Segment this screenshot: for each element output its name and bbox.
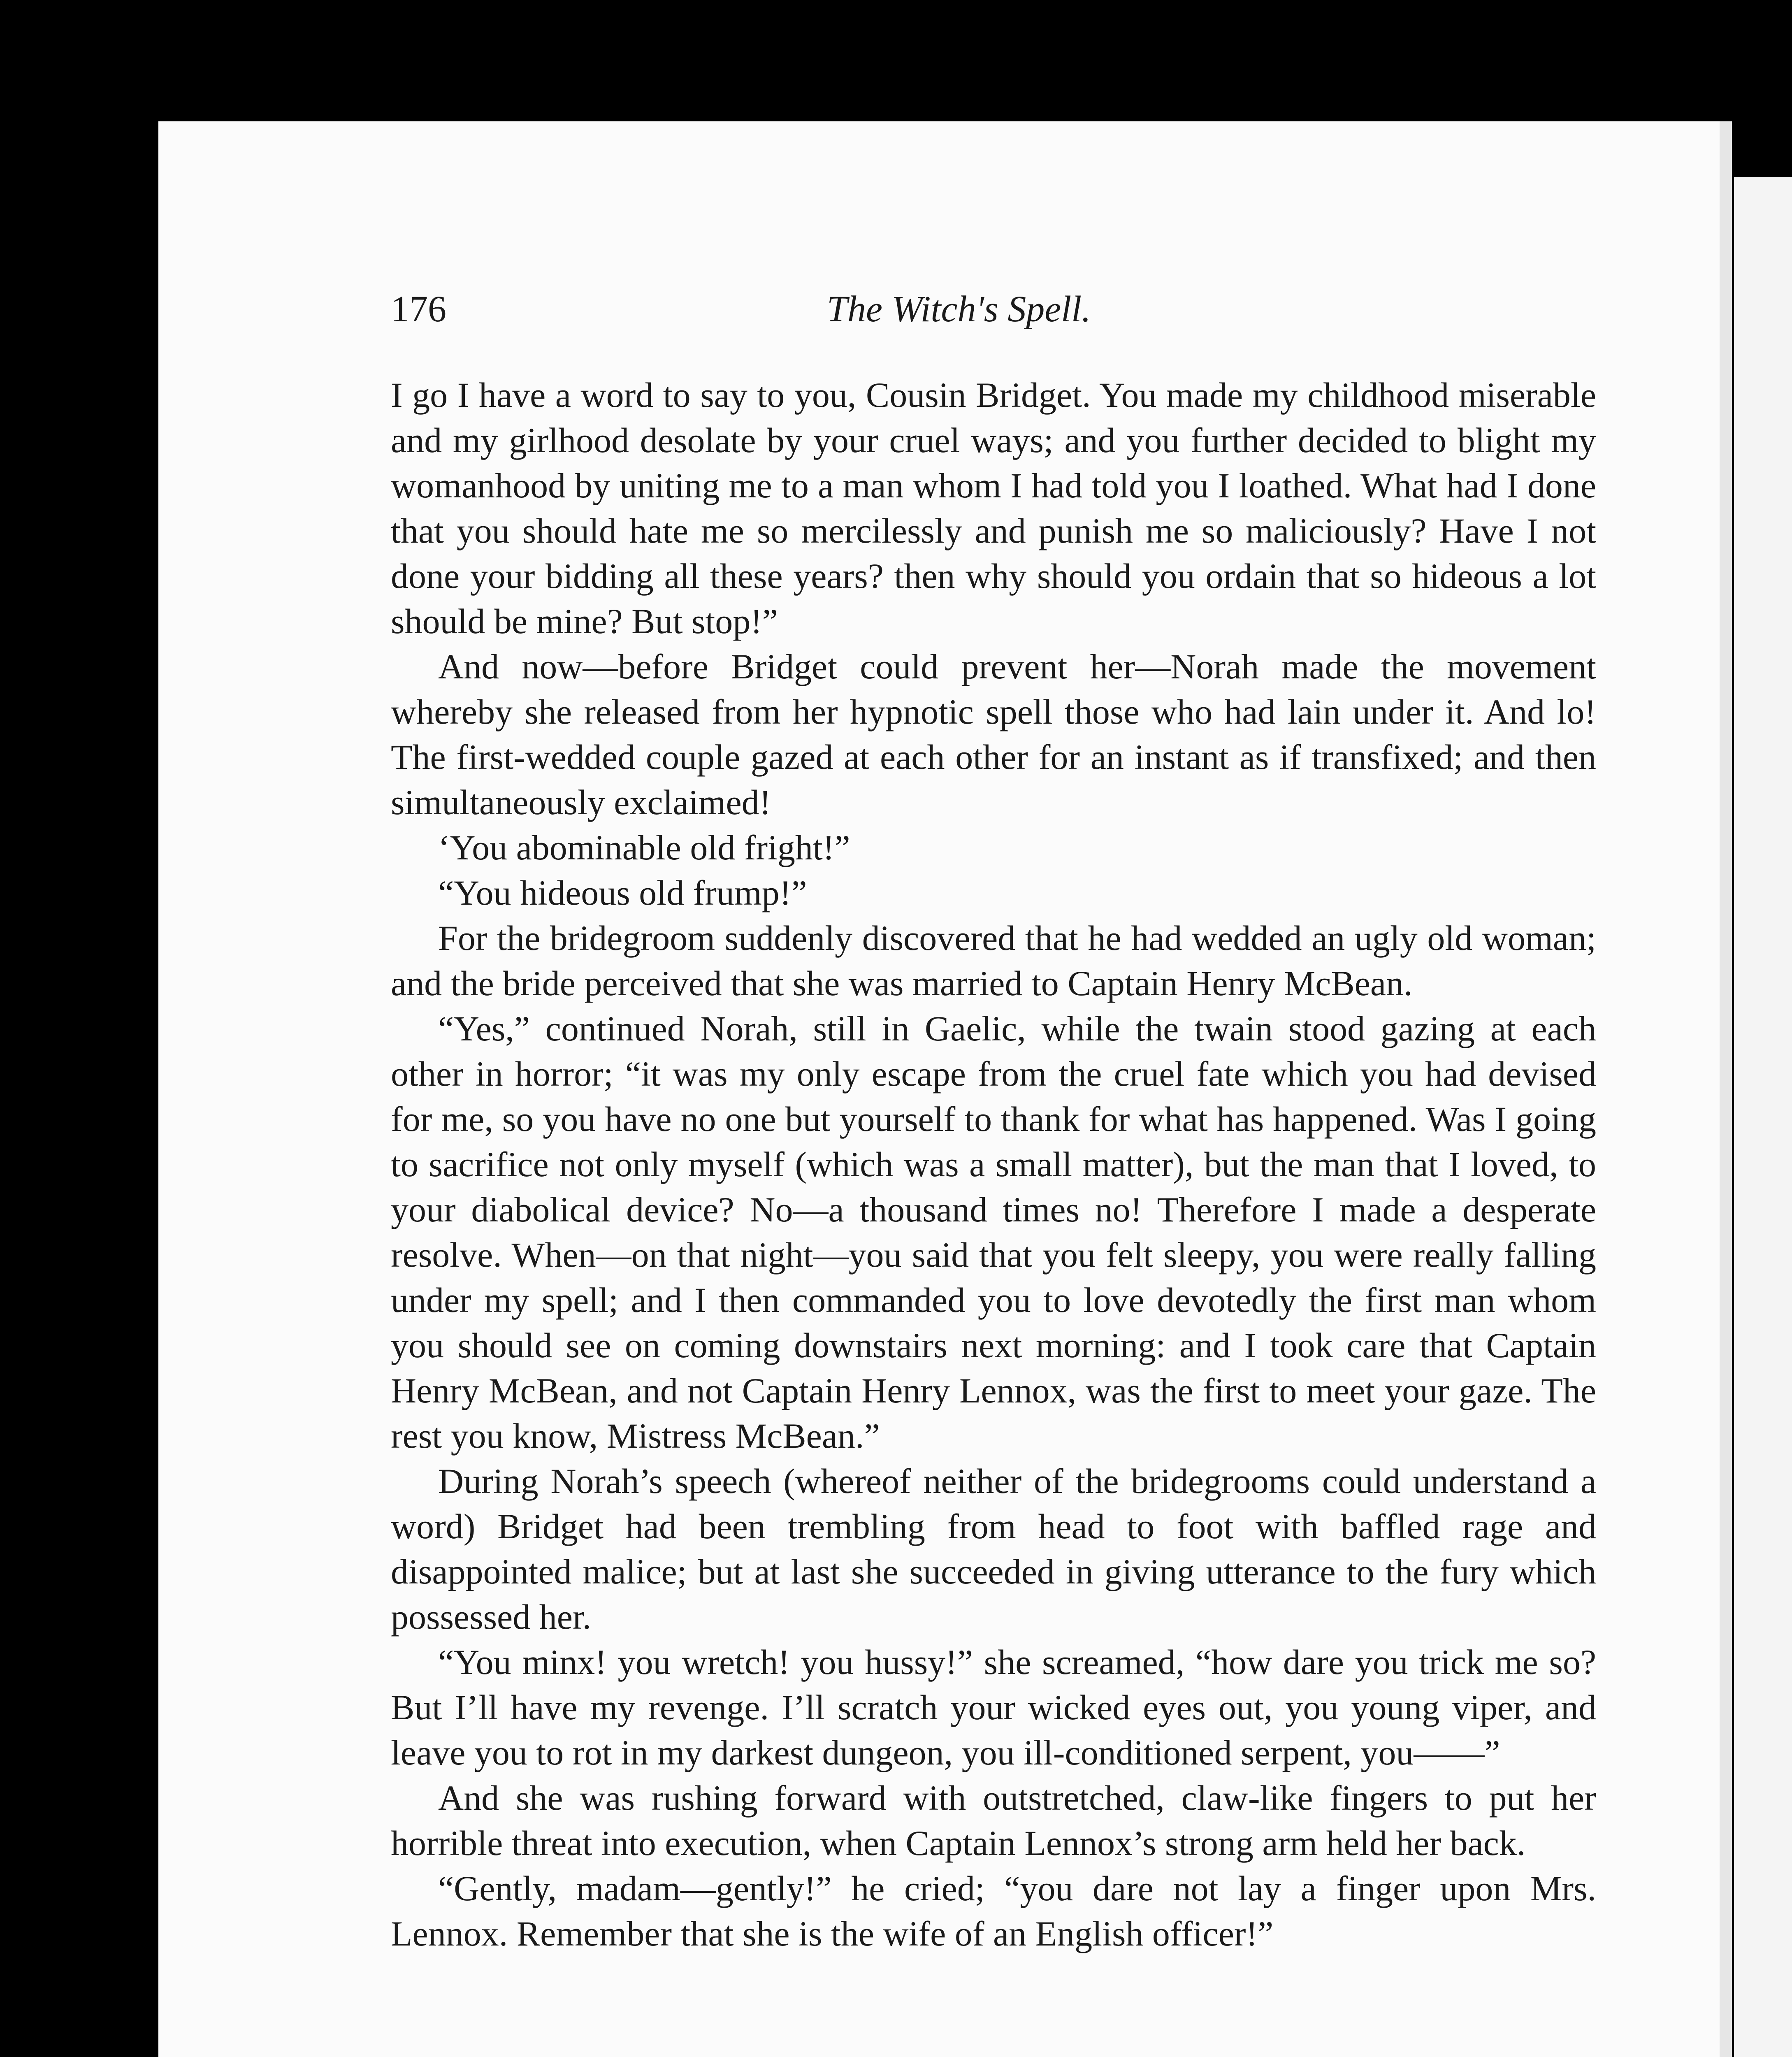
- page-header: [391, 288, 1584, 337]
- paragraph: During Norah’s speech (whereof neither of the bridegrooms could understand a word) Bridget had been trembling from head to foot with baffled rage and disappointed malice; but at last she succeeded in giving utterance to the fury which possessed her.: [391, 1461, 1596, 1637]
- paragraph: “Gently, madam—gently!” he cried; “you dare not lay a finger upon Mrs. Lennox. Remember that she is the wife of an English officer!”: [391, 1869, 1596, 1953]
- adjacent-page-strip: [1734, 177, 1792, 2057]
- paragraph: And now—before Bridget could prevent her—Norah made the movement whereby she released from her hypnotic spell those who had lain under it. And lo! The first-wedded couple gazed at each other for an instant as if transfixed; and then simultaneously exclaimed!: [391, 647, 1596, 822]
- body-text: [391, 372, 1596, 1956]
- paragraph: And she was rushing forward with outstretched, claw-like fingers to put her horrible threat into execution, when Captain Lennox’s strong arm held her back.: [391, 1778, 1596, 1863]
- page-number: 176: [391, 289, 446, 330]
- paragraph: For the bridegroom suddenly discovered that he had wedded an ugly old woman; and the bride perceived that she was married to Captain Henry McBean.: [391, 918, 1596, 1003]
- paragraph: I go I have a word to say to you, Cousin Bridget. You made my childhood miserable and my girlhood desolate by your cruel ways; and you further decided to blight my womanhood by uniting me to a man whom I had told you I loathed. What had I done that you should hate me so mercilessly and punish me so maliciously? Have I not done your bidding all these years? then why should you ordain that so hideous a lot should be mine? But stop!”: [391, 375, 1596, 641]
- paragraph: ‘You abominable old fright!”: [438, 828, 850, 867]
- paragraph: “You hideous old frump!”: [438, 873, 807, 912]
- running-title: The Witch's Spell.: [827, 289, 1091, 330]
- page-edge: [1720, 121, 1732, 2057]
- paragraph: “You minx! you wretch! you hussy!” she screamed, “how dare you trick me so? But I’ll have my revenge. I’ll scratch your wicked eyes out, you young viper, and leave you to rot in my darkest dungeon, you ill-conditioned serpent, you——”: [391, 1642, 1596, 1772]
- paragraph: “Yes,” continued Norah, still in Gaelic, while the twain stood gazing at each other in horror; “it was my only escape from the cruel fate which you had devised for me, so you have no one but yourself to thank for what has happened. Was I going to sacrifice not only myself (which was a small matter), but the man that I loved, to your diabolical device? No—a thousand times no! Therefore I made a desperate resolve. When—on that night—you said that you felt sleepy, you were really falling under my spell; and I then commanded you to love devotedly the first man whom you should see on coming downstairs next morning: and I took care that Captain Henry McBean, and not Captain Henry Lennox, was the first to meet your gaze. The rest you know, Mistress McBean.”: [391, 1009, 1596, 1456]
